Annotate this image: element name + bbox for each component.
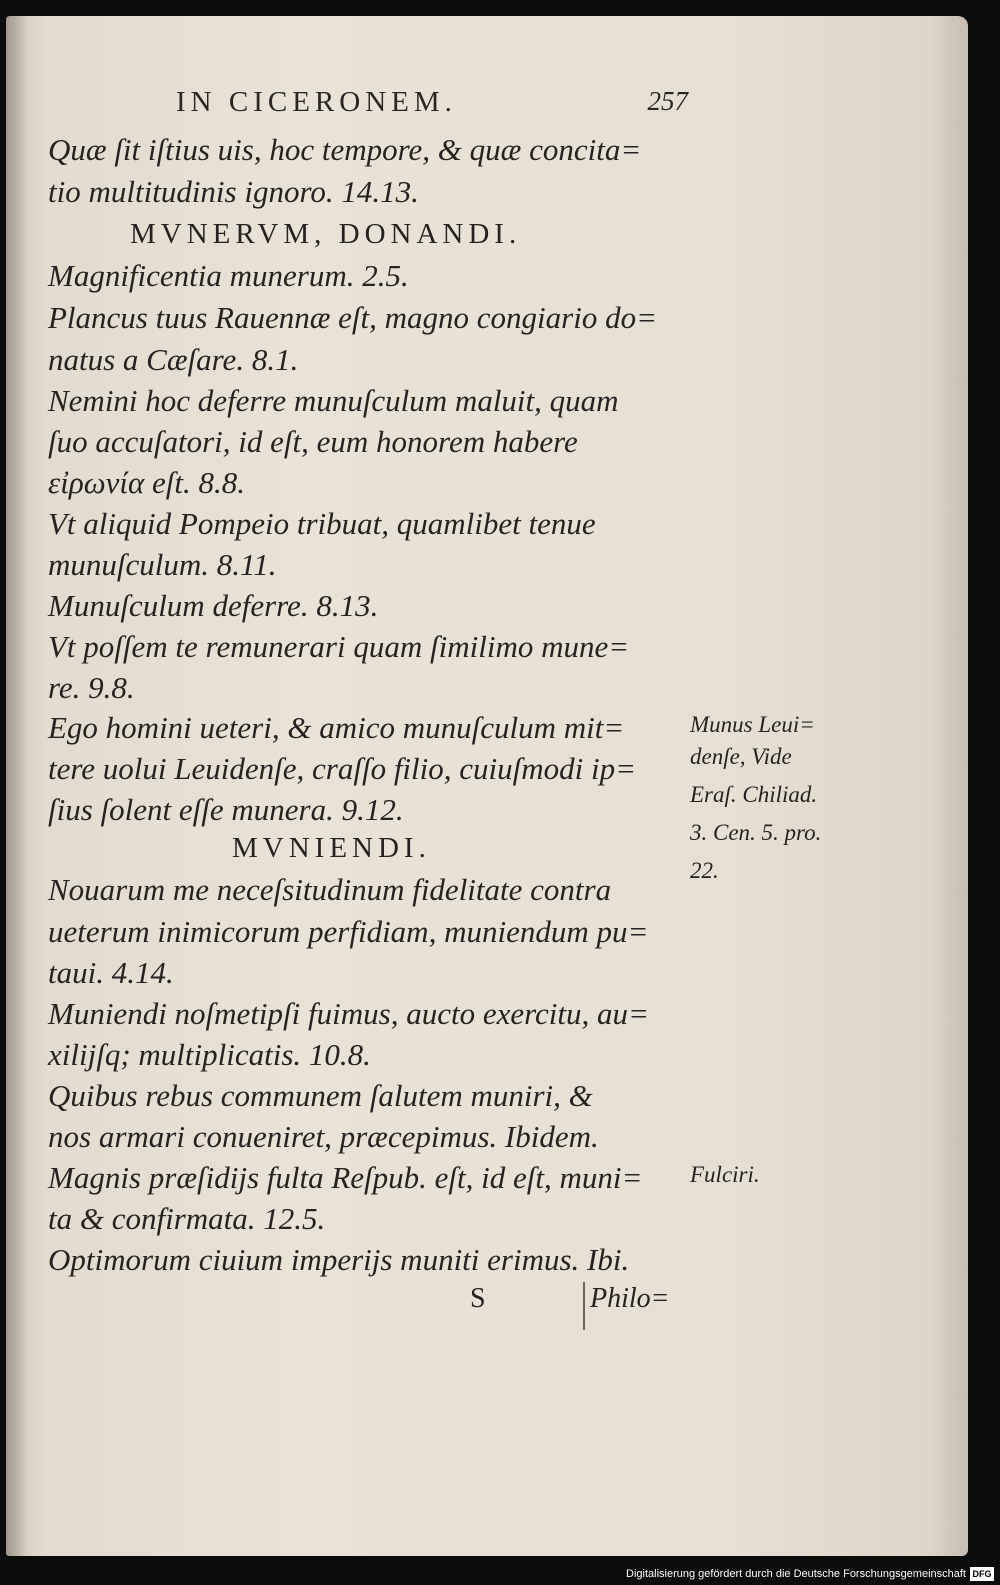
text-line: Nouarum me neceſsitudinum fidelitate contra (48, 872, 612, 907)
ink-mark (583, 1282, 585, 1330)
margin-note: Munus Leui= (690, 712, 815, 737)
text-line: Magnificentia munerum. 2.5. (48, 258, 409, 293)
text-line: nos armari conueniret, præcepimus. Ibidem. (48, 1119, 599, 1154)
page-gutter-shadow (6, 16, 28, 1556)
margin-note: Fulciri. (690, 1162, 760, 1187)
text-line: ſius ſolent eſſe munera. 9.12. (48, 792, 404, 827)
margin-note: 3. Cen. 5. pro. (690, 820, 822, 845)
text-line: Quibus rebus communem ſalutem muniri, & (48, 1078, 593, 1113)
digitization-footer (626, 1567, 994, 1581)
text-line: tio multitudinis ignoro. 14.13. (48, 174, 419, 209)
text-line: Optimorum ciuium imperijs muniti erimus. Ibi. (48, 1242, 630, 1277)
text-line: Nemini hoc deferre munuſculum maluit, quam (48, 383, 619, 418)
page-header (176, 86, 696, 126)
section-heading: MVNIENDI. (232, 832, 431, 864)
text-line: re. 9.8. (48, 670, 135, 705)
text-line: Plancus tuus Rauennæ eſt, magno congiario do= (48, 300, 658, 335)
text-line: ueterum inimicorum perfidiam, muniendum pu= (48, 914, 649, 949)
section-heading: MVNERVM, DONANDI. (130, 218, 522, 250)
text-line: Munuſculum deferre. 8.13. (48, 588, 379, 623)
text-line: munuſculum. 8.11. (48, 547, 277, 582)
text-line: Vt poſſem te remunerari quam ſimilimo mune= (48, 629, 630, 664)
running-title: IN CICERONEM. (176, 86, 457, 118)
dfg-logo: DFG (970, 1567, 994, 1581)
text-line: natus a Cæſare. 8.1. (48, 342, 299, 377)
margin-note: denſe, Vide (690, 744, 792, 769)
text-line: tere uolui Leuidenſe, craſſo filio, cuiuſmodi ip= (48, 751, 637, 786)
text-line: Magnis præſidijs fulta Reſpub. eſt, id eſt, muni= (48, 1160, 643, 1195)
margin-note: Eraſ. Chiliad. (690, 782, 818, 807)
text-line: taui. 4.14. (48, 955, 174, 990)
text-line: xilijſq; multiplicatis. 10.8. (48, 1037, 371, 1072)
text-line: ſuo accuſatori, id eſt, eum honorem habere (48, 424, 578, 459)
margin-note: 22. (690, 858, 719, 883)
text-line: Muniendi noſmetipſi fuimus, aucto exercitu, au= (48, 996, 649, 1031)
footer-credit: Digitalisierung gefördert durch die Deutsche Forschungsgemeinschaft (626, 1568, 966, 1580)
signature-mark: S (470, 1283, 486, 1314)
text-line: Quæ ſit iſtius uis, hoc tempore, & quæ concita= (48, 132, 642, 167)
catchword: Philo= (590, 1283, 670, 1314)
text-line: ta & confirmata. 12.5. (48, 1201, 326, 1236)
page-number: 257 (647, 86, 688, 116)
text-line: Vt aliquid Pompeio tribuat, quamlibet tenue (48, 506, 596, 541)
text-line: εἰρωνία eſt. 8.8. (48, 465, 245, 500)
text-line: Ego homini ueteri, & amico munuſculum mit= (48, 710, 625, 745)
